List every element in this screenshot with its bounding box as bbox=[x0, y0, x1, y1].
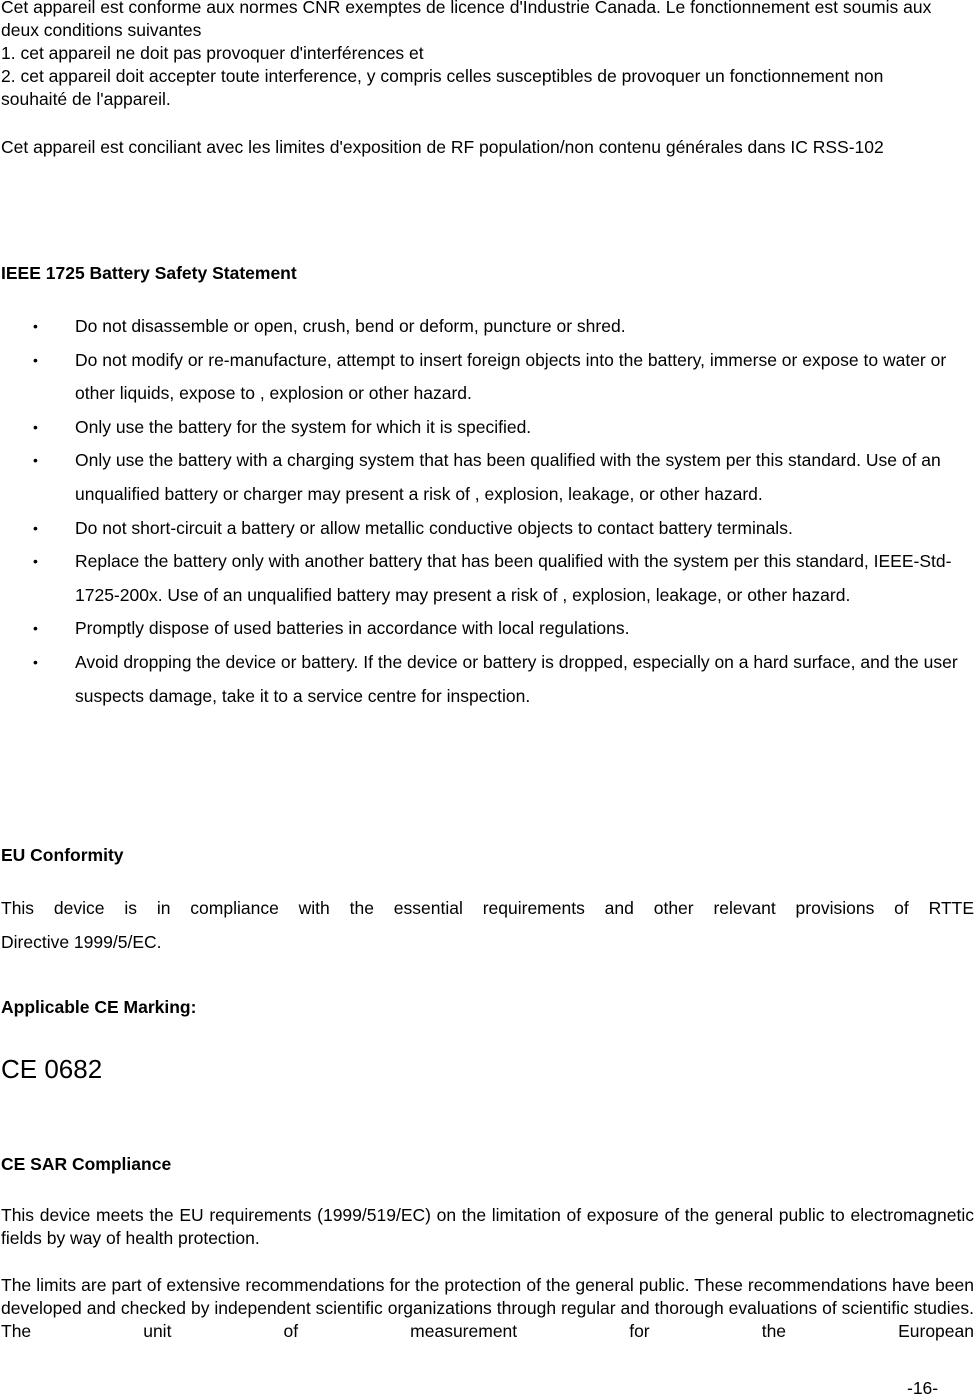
list-item-text: Avoid dropping the device or battery. If the device or battery is dropped, especially on a hard surface, and the user suspects damage, take it to a service centre for inspection. bbox=[75, 651, 958, 706]
french-paragraph-conditions: Cet appareil est conforme aux normes CNR exemptes de licence d'Industrie Canada. Le fonctionnement est soumis aux deux conditions suivantes bbox=[1, 0, 932, 40]
list-item-text: Replace the battery only with another battery that has been qualified with the system per this standard, IEEE-Std-1725-200x. Use of an unqualified battery may present a risk of , explosion, leakage, or other hazard. bbox=[75, 551, 952, 605]
list-item bbox=[0, 646, 960, 713]
bullet-icon: • bbox=[33, 553, 38, 570]
list-item bbox=[0, 344, 960, 411]
ce-marking-value: CE 0682 bbox=[1, 1054, 103, 1084]
bullet-icon: • bbox=[33, 519, 38, 536]
ce-sar-paragraph-2: The limits are part of extensive recommendations for the protection of the general public. These recommendations have been developed and checked by independent scientific organizations through regular and thorough evaluations of scientific studies. The unit of measurement for the European bbox=[1, 1275, 974, 1341]
list-item-text: Do not modify or re-manufacture, attempt to insert foreign objects into the battery, immerse or expose to water or other liquids, expose to , explosion or other hazard. bbox=[75, 349, 947, 404]
list-item-text: Do not disassemble or open, crush, bend or deform, puncture or shred. bbox=[75, 316, 626, 336]
bullet-icon: • bbox=[33, 620, 38, 637]
page-number: -16- bbox=[907, 1378, 939, 1398]
bullet-icon: • bbox=[33, 452, 38, 469]
list-item-text: Do not short-circuit a battery or allow metallic conductive objects to contact battery terminals. bbox=[75, 517, 793, 538]
list-item bbox=[0, 512, 960, 546]
ieee-heading: IEEE 1725 Battery Safety Statement bbox=[1, 263, 297, 283]
list-item bbox=[0, 612, 960, 646]
ce-sar-heading: CE SAR Compliance bbox=[1, 1154, 172, 1174]
french-paragraph-rf-exposure: Cet appareil est conciliant avec les limites d'exposition de RF population/non contenu générales dans IC RSS-102 bbox=[1, 137, 884, 157]
bullet-icon: • bbox=[33, 351, 38, 368]
list-item-text: Only use the battery with a charging system that has been qualified with the system per this standard. Use of an unqualified battery or charger may present a risk of , explosion, leakage, or other hazard. bbox=[75, 450, 941, 504]
french-condition-1: 1. cet appareil ne doit pas provoquer d'interférences et bbox=[1, 43, 424, 63]
eu-conformity-heading: EU Conformity bbox=[1, 845, 124, 865]
bullet-icon: • bbox=[33, 418, 38, 435]
ieee-bullet-list bbox=[0, 310, 960, 713]
ce-marking-heading: Applicable CE Marking: bbox=[1, 997, 197, 1017]
list-item bbox=[0, 411, 960, 445]
eu-conformity-line-2: Directive 1999/5/EC. bbox=[1, 932, 162, 952]
eu-conformity-line-1: This device is in compliance with the essential requirements and other relevant provisions of RTTE bbox=[1, 898, 974, 918]
list-item bbox=[0, 444, 960, 511]
list-item bbox=[0, 545, 960, 612]
list-item bbox=[0, 310, 960, 344]
ce-sar-paragraph-1: This device meets the EU requirements (1999/519/EC) on the limitation of exposure of the general public to electromagnetic fields by way of health protection. bbox=[1, 1205, 974, 1248]
french-condition-2: 2. cet appareil doit accepter toute interference, y compris celles susceptibles de provoquer un fonctionnement non souhaité de l'appareil. bbox=[1, 66, 884, 109]
bullet-icon: • bbox=[33, 318, 38, 334]
list-item-text: Only use the battery for the system for which it is specified. bbox=[75, 416, 532, 437]
list-item-text: Promptly dispose of used batteries in accordance with local regulations. bbox=[75, 618, 630, 639]
bullet-icon: • bbox=[33, 653, 38, 670]
